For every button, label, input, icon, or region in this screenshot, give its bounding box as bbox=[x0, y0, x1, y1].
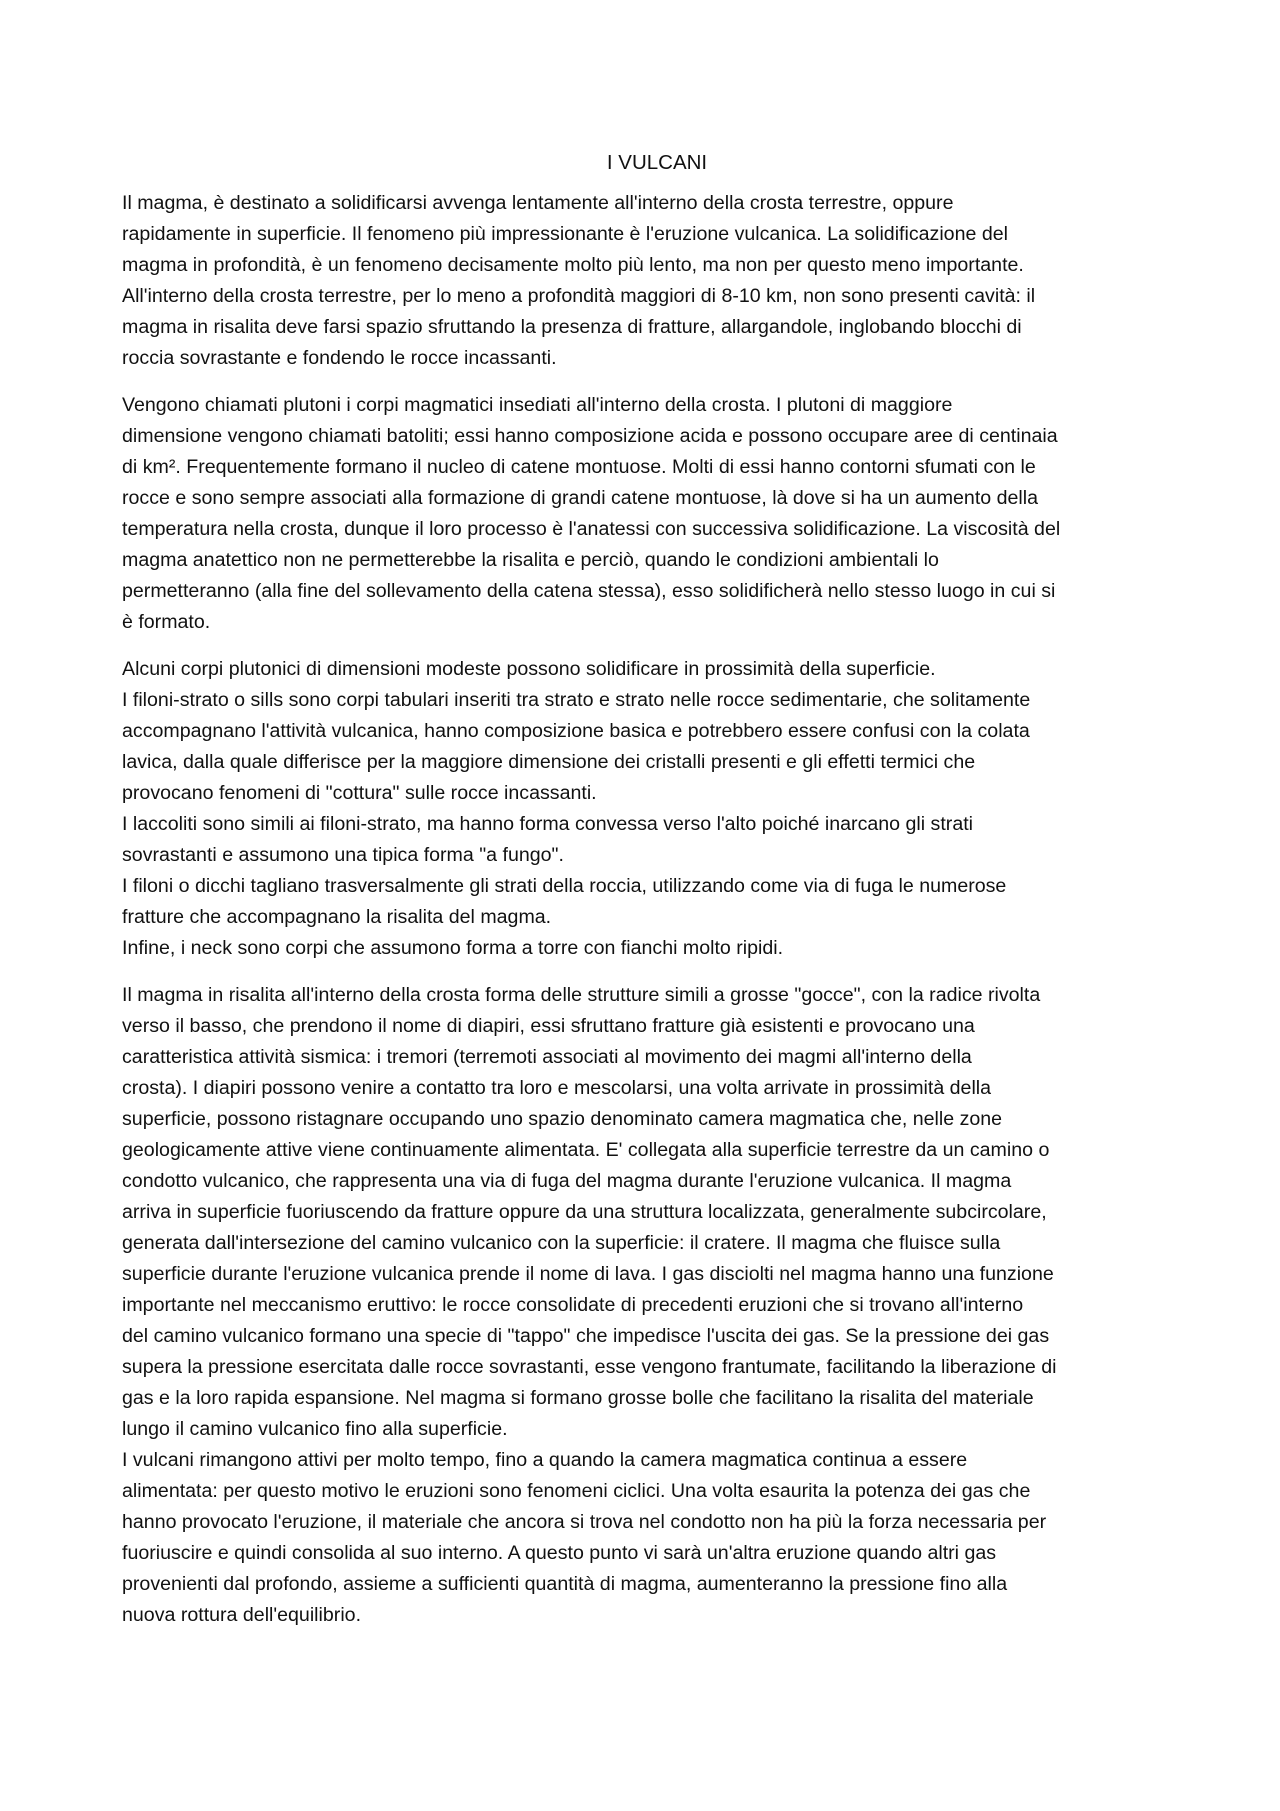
text-line: è formato. bbox=[122, 611, 211, 633]
text-line: All'interno della crosta terrestre, per lo meno a profondità maggiori di 8-10 km, non sono presenti cavità: il bbox=[122, 285, 1036, 307]
text-line: superficie durante l'eruzione vulcanica prende il nome di lava. I gas disciolti nel magma hanno una funzione bbox=[122, 1263, 1054, 1285]
text-line: Il magma in risalita all'interno della crosta forma delle strutture simili a grosse "gocce", con la radice rivolta bbox=[122, 984, 1041, 1006]
text-line: I filoni o dicchi tagliano trasversalmente gli strati della roccia, utilizzando come via di fuga le numerose bbox=[122, 875, 1007, 897]
text-line: hanno provocato l'eruzione, il materiale che ancora si trova nel condotto non ha più la forza necessaria per bbox=[122, 1511, 1047, 1533]
text-line: arriva in superficie fuoriuscendo da fratture oppure da una struttura localizzata, generalmente subcircolare, bbox=[122, 1201, 1047, 1223]
text-line: di km². Frequentemente formano il nucleo di catene montuose. Molti di essi hanno contorni sfumati con le bbox=[122, 456, 1036, 478]
text-line: lungo il camino vulcanico fino alla superficie. bbox=[122, 1418, 508, 1440]
text-line: Alcuni corpi plutonici di dimensioni modeste possono solidificare in prossimità della superficie. bbox=[122, 658, 936, 680]
text-line: generata dall'intersezione del camino vulcanico con la superficie: il cratere. Il magma che fluisce sulla bbox=[122, 1232, 1001, 1254]
paragraph bbox=[122, 390, 1172, 638]
text-line: magma in profondità, è un fenomeno decisamente molto più lento, ma non per questo meno importante. bbox=[122, 254, 1024, 276]
document-body bbox=[122, 150, 1172, 1647]
text-line: geologicamente attive viene continuamente alimentata. E' collegata alla superficie terrestre da un camino o bbox=[122, 1139, 1050, 1161]
paragraph-list bbox=[122, 188, 1172, 1631]
text-line: fratture che accompagnano la risalita del magma. bbox=[122, 906, 552, 928]
text-line: fuoriuscire e quindi consolida al suo interno. A questo punto vi sarà un'altra eruzione quando altri gas bbox=[122, 1542, 997, 1564]
text-line: dimensione vengono chiamati batoliti; essi hanno composizione acida e possono occupare aree di centinaia bbox=[122, 425, 1058, 447]
paragraph bbox=[122, 188, 1172, 374]
text-line: crosta). I diapiri possono venire a contatto tra loro e mescolarsi, una volta arrivate in prossimità della bbox=[122, 1077, 992, 1099]
document-title: I VULCANI bbox=[606, 151, 708, 174]
text-line: lavica, dalla quale differisce per la maggiore dimensione dei cristalli presenti e gli effetti termici che bbox=[122, 751, 976, 773]
text-line: importante nel meccanismo eruttivo: le rocce consolidate di precedenti eruzioni che si trovano all'interno bbox=[122, 1294, 1024, 1316]
text-line: roccia sovrastante e fondendo le rocce incassanti. bbox=[122, 347, 557, 369]
text-line: supera la pressione esercitata dalle rocce sovrastanti, esse vengono frantumate, facilitando la liberazione di bbox=[122, 1356, 1057, 1378]
paragraph bbox=[122, 654, 1172, 964]
text-line: sovrastanti e assumono una tipica forma "a fungo". bbox=[122, 844, 564, 866]
text-line: gas e la loro rapida espansione. Nel magma si formano grosse bolle che facilitano la risalita del materiale bbox=[122, 1387, 1034, 1409]
text-line: caratteristica attività sismica: i tremori (terremoti associati al movimento dei magmi all'interno della bbox=[122, 1046, 972, 1068]
text-line: I filoni-strato o sills sono corpi tabulari inseriti tra strato e strato nelle rocce sedimentarie, che solitamente bbox=[122, 689, 1031, 711]
text-line: Infine, i neck sono corpi che assumono forma a torre con fianchi molto ripidi. bbox=[122, 937, 784, 959]
text-line: rocce e sono sempre associati alla formazione di grandi catene montuose, là dove si ha un aumento della bbox=[122, 487, 1038, 509]
text-line: provenienti dal profondo, assieme a sufficienti quantità di magma, aumenteranno la pressione fino alla bbox=[122, 1573, 1008, 1595]
text-line: temperatura nella crosta, dunque il loro processo è l'anatessi con successiva solidificazione. La viscosità del bbox=[122, 518, 1061, 540]
text-line: rapidamente in superficie. Il fenomeno più impressionante è l'eruzione vulcanica. La solidificazione del bbox=[122, 223, 1008, 245]
text-line: nuova rottura dell'equilibrio. bbox=[122, 1604, 362, 1626]
text-line: I vulcani rimangono attivi per molto tempo, fino a quando la camera magmatica continua a essere bbox=[122, 1449, 968, 1471]
text-line: I laccoliti sono simili ai filoni-strato, ma hanno forma convessa verso l'alto poiché inarcano gli strati bbox=[122, 813, 974, 835]
text-line: magma anatettico non ne permetterebbe la risalita e perciò, quando le condizioni ambientali lo bbox=[122, 549, 939, 571]
text-line: condotto vulcanico, che rappresenta una via di fuga del magma durante l'eruzione vulcanica. Il magma bbox=[122, 1170, 1012, 1192]
text-line: verso il basso, che prendono il nome di diapiri, essi sfruttano fratture già esistenti e provocano una bbox=[122, 1015, 975, 1037]
text-line: alimentata: per questo motivo le eruzioni sono fenomeni ciclici. Una volta esaurita la potenza dei gas che bbox=[122, 1480, 1031, 1502]
text-line: superficie, possono ristagnare occupando uno spazio denominato camera magmatica che, nelle zone bbox=[122, 1108, 1003, 1130]
text-line: accompagnano l'attività vulcanica, hanno composizione basica e potrebbero essere confusi con la colata bbox=[122, 720, 1030, 742]
text-line: permetteranno (alla fine del sollevamento della catena stessa), esso solidificherà nello stesso luogo in cui si bbox=[122, 580, 1056, 602]
text-line: provocano fenomeni di "cottura" sulle rocce incassanti. bbox=[122, 782, 597, 804]
text-line: Vengono chiamati plutoni i corpi magmatici insediati all'interno della crosta. I plutoni di maggiore bbox=[122, 394, 953, 416]
paragraph bbox=[122, 980, 1172, 1631]
text-line: magma in risalita deve farsi spazio sfruttando la presenza di fratture, allargandole, inglobando blocchi di bbox=[122, 316, 1022, 338]
text-line: Il magma, è destinato a solidificarsi avvenga lentamente all'interno della crosta terrestre, oppure bbox=[122, 192, 954, 214]
text-line: del camino vulcanico formano una specie di "tappo" che impedisce l'uscita dei gas. Se la pressione dei gas bbox=[122, 1325, 1050, 1347]
